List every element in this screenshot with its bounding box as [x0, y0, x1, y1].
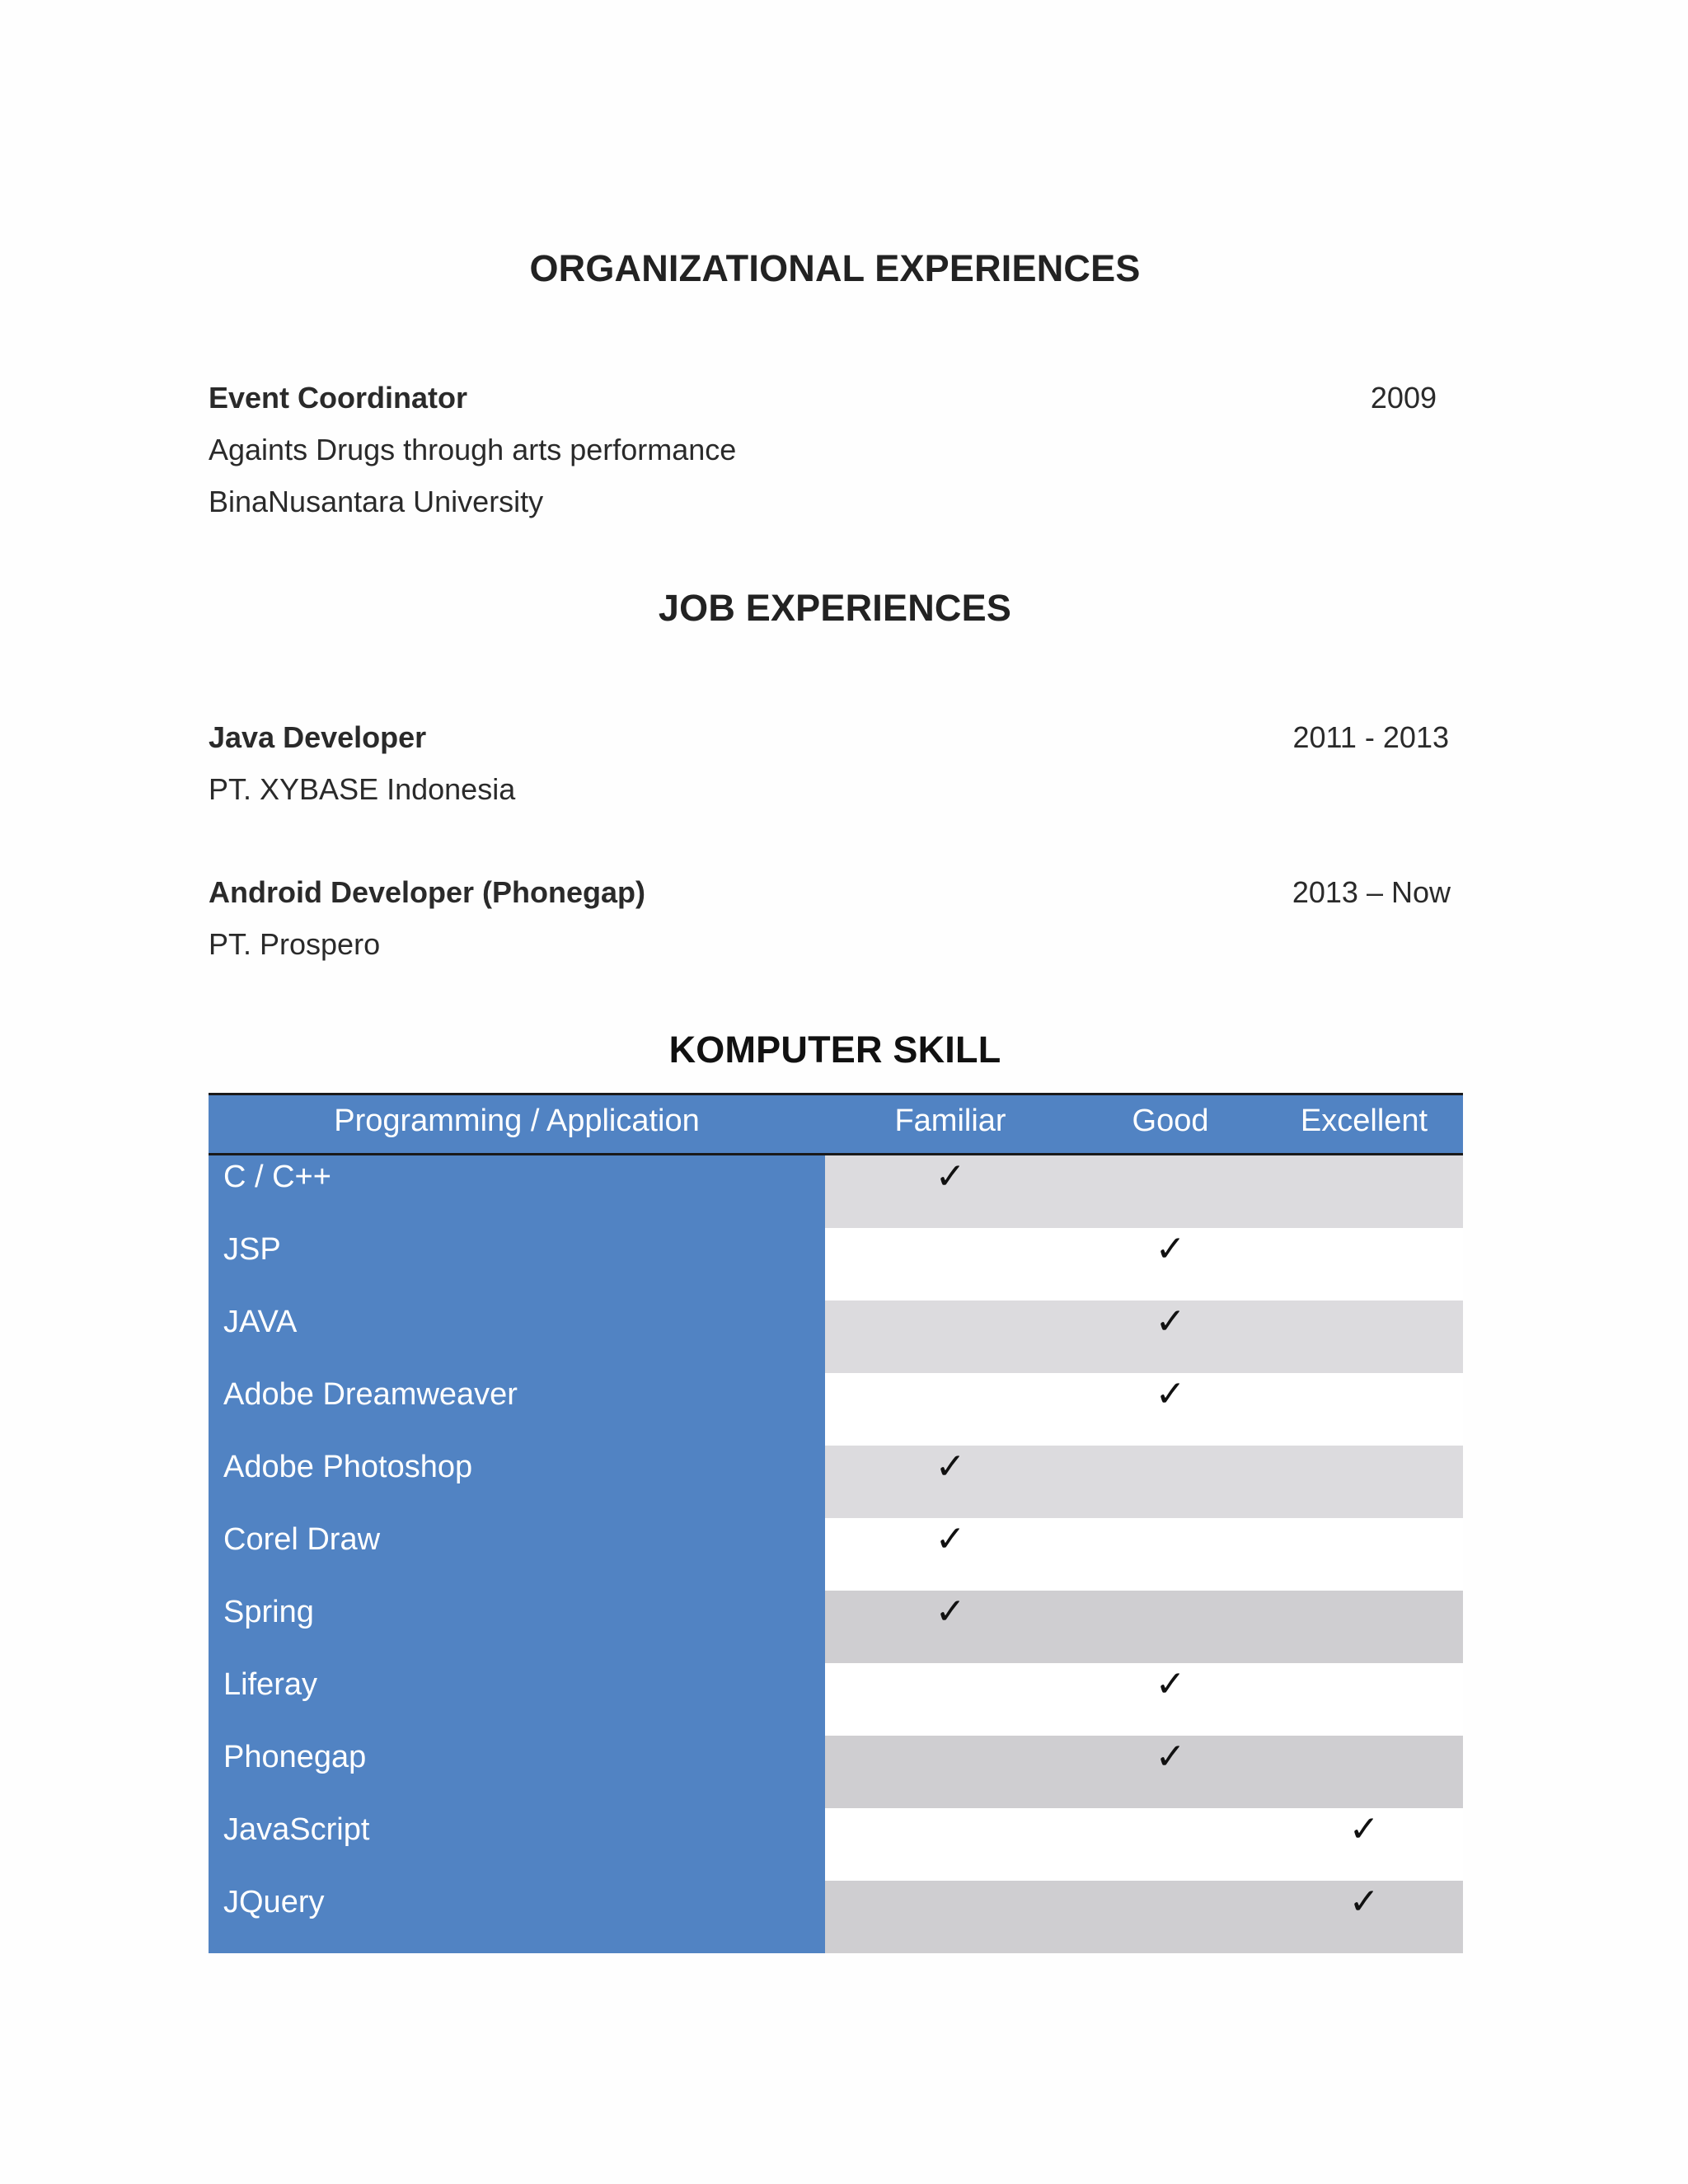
org-entry-role: Event Coordinator — [209, 381, 468, 415]
skills-table-header — [209, 1093, 1463, 1155]
organizational-title: ORGANIZATIONAL EXPERIENCES — [529, 247, 1141, 289]
check-icon: ✓ — [1348, 1881, 1380, 1923]
skills-table-body — [209, 1155, 1463, 1953]
skill-level-cells — [825, 1663, 1463, 1736]
skill-level-cells — [825, 1736, 1463, 1808]
table-row — [209, 1736, 1463, 1808]
table-row — [209, 1446, 1463, 1518]
job-entry-company: PT. XYBASE Indonesia — [209, 772, 516, 806]
job-entry-company: PT. Prospero — [209, 927, 381, 961]
skills-title: KOMPUTER SKILL — [668, 1029, 1001, 1071]
skill-level-cells — [825, 1518, 1463, 1591]
table-row — [209, 1373, 1463, 1446]
skill-name: JSP — [209, 1228, 825, 1301]
skill-name: Adobe Dreamweaver — [209, 1373, 825, 1446]
table-row — [209, 1808, 1463, 1881]
skill-name: JavaScript — [209, 1808, 825, 1881]
check-icon: ✓ — [1155, 1373, 1186, 1415]
org-entry-line: BinaNusantara University — [209, 485, 544, 518]
check-icon: ✓ — [935, 1155, 966, 1197]
skill-level-cells — [825, 1808, 1463, 1881]
table-row — [209, 1228, 1463, 1301]
check-icon: ✓ — [935, 1591, 966, 1633]
org-entry-date: 2009 — [1370, 381, 1437, 415]
check-icon: ✓ — [1155, 1736, 1186, 1778]
skill-level-cells — [825, 1446, 1463, 1518]
check-icon: ✓ — [1348, 1808, 1380, 1850]
skill-name: Liferay — [209, 1663, 825, 1736]
skill-level-cells — [825, 1373, 1463, 1446]
skill-name: Adobe Photoshop — [209, 1446, 825, 1518]
check-icon: ✓ — [1155, 1301, 1186, 1343]
skill-level-cells — [825, 1155, 1463, 1228]
check-icon: ✓ — [935, 1446, 966, 1488]
skill-name: Corel Draw — [209, 1518, 825, 1591]
job-entry-date: 2013 – Now — [1292, 875, 1451, 909]
check-icon: ✓ — [1155, 1663, 1186, 1705]
job-entry-role: Java Developer — [209, 720, 427, 754]
skill-level-cells — [825, 1301, 1463, 1373]
table-row — [209, 1518, 1463, 1591]
skills-table — [209, 1093, 1463, 1953]
header-good: Good — [1132, 1104, 1209, 1138]
skill-name: JQuery — [209, 1881, 825, 1953]
skill-level-cells — [825, 1881, 1463, 1953]
job-entry-role: Android Developer (Phonegap) — [209, 875, 646, 909]
header-application: Programming / Application — [334, 1104, 700, 1138]
table-row — [209, 1881, 1463, 1953]
header-familiar: Familiar — [894, 1104, 1006, 1138]
table-row — [209, 1591, 1463, 1663]
table-row — [209, 1155, 1463, 1228]
check-icon: ✓ — [935, 1518, 966, 1560]
table-row — [209, 1663, 1463, 1736]
header-excellent: Excellent — [1300, 1104, 1428, 1138]
jobs-title: JOB EXPERIENCES — [658, 587, 1012, 629]
skill-level-cells — [825, 1591, 1463, 1663]
skill-name: Spring — [209, 1591, 825, 1663]
job-entry-date: 2011 - 2013 — [1292, 720, 1449, 754]
skill-name: C / C++ — [209, 1155, 825, 1228]
org-entry-line: Againts Drugs through arts performance — [209, 433, 737, 466]
skill-level-cells — [825, 1228, 1463, 1301]
skill-name: Phonegap — [209, 1736, 825, 1808]
table-row — [209, 1301, 1463, 1373]
skill-name: JAVA — [209, 1301, 825, 1373]
check-icon: ✓ — [1155, 1228, 1186, 1270]
